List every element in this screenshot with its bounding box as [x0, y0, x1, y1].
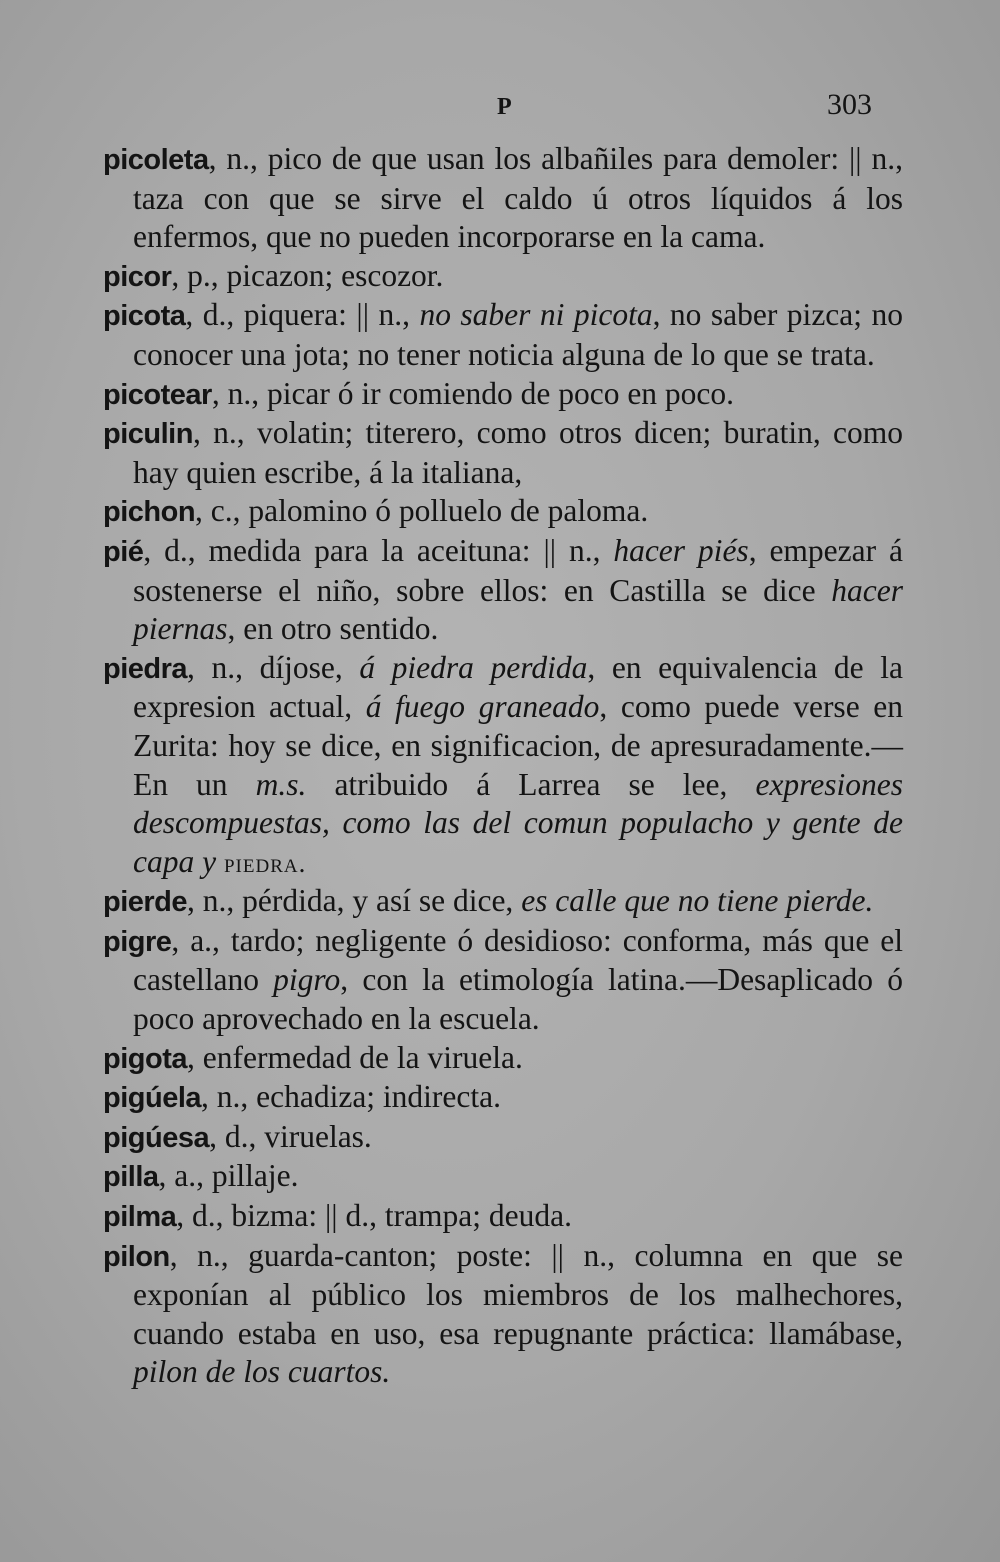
- entry-definition-text: , n., echadiza; indirecta.: [201, 1079, 501, 1115]
- dictionary-entry: [103, 1078, 903, 1118]
- entry-headword: piculin: [103, 418, 193, 451]
- entry-definition-text: , n., picar ó ir comiendo de poco en poco.: [211, 375, 735, 411]
- entry-headword: pié: [103, 535, 144, 568]
- dictionary-entry: [103, 532, 903, 649]
- entry-example-italic: no saber ni picota: [419, 297, 653, 333]
- entry-example-italic: expresiones descompuestas, como las del comun populacho y gente de capa y: [133, 766, 904, 879]
- dictionary-entry: [103, 140, 903, 257]
- dictionary-entry: [103, 1237, 903, 1392]
- dictionary-entry: [103, 1118, 903, 1158]
- running-header-letter: P: [497, 94, 513, 120]
- dictionary-entry: [103, 1039, 903, 1079]
- entry-definition-text: , a., pillaje.: [158, 1158, 299, 1194]
- dictionary-entry: [103, 296, 903, 374]
- dictionary-entry: [103, 1157, 903, 1197]
- entry-headword: pierde: [103, 886, 188, 919]
- entry-example-italic: á piedra perdida: [359, 649, 588, 685]
- entry-headword: pigúela: [103, 1082, 202, 1115]
- entry-example-italic: á fuego graneado: [365, 689, 600, 725]
- entry-headword: piedra: [103, 652, 188, 685]
- entry-definition-text: , n., díjose,: [187, 649, 360, 685]
- entry-definition-text: , empezar á sostenerse el niño, sobre ellos: en Castilla se dice: [133, 532, 903, 608]
- dictionary-entry: [103, 492, 903, 532]
- dictionary-entry: [103, 257, 903, 297]
- entry-definition-text: , como puede verse en Zurita: hoy se dice, en significacion, de apresuradamente.—En un: [133, 689, 903, 802]
- entry-definition-text: , no saber pizca; no conocer una jota; no tener noticia alguna de lo que se trata.: [133, 297, 903, 372]
- entry-definition-text: , d., viruelas.: [209, 1118, 372, 1154]
- entry-example-italic: hacer piés: [613, 532, 749, 568]
- dictionary-entry: [103, 414, 903, 492]
- entry-definition-text: , p., picazon; escozor.: [171, 257, 444, 293]
- entry-headword: pilon: [103, 1240, 170, 1273]
- entry-definition-text: , d., medida para la aceituna: || n.,: [143, 532, 614, 568]
- entry-example-italic: pilon de los cuartos.: [133, 1354, 391, 1390]
- entry-definition-text: , d., bizma: || d., trampa; deuda.: [176, 1198, 572, 1234]
- dictionary-entries: [103, 140, 903, 1392]
- entry-definition-text: , n., pico de que usan los albañiles para demoler: || n., taza con que se sirve el caldo ú otros líquidos á los enfermos, que no pueden incorporarse en la cama.: [133, 141, 903, 255]
- entry-headword: pichon: [103, 496, 196, 529]
- entry-definition-text: , en equivalencia de la expresion actual,: [133, 649, 903, 725]
- entry-definition-text: , d., piquera: || n.,: [185, 297, 420, 333]
- entry-example-italic: es calle que no tiene pierde.: [521, 883, 874, 919]
- entry-reference-smallcaps: piedra.: [223, 847, 307, 878]
- entry-definition-text: , c., palomino ó polluelo de paloma.: [195, 493, 649, 529]
- entry-headword: pigre: [103, 925, 172, 958]
- dictionary-entry: [103, 882, 903, 922]
- entry-definition-text: [216, 844, 224, 879]
- dictionary-entry: [103, 1197, 903, 1237]
- entry-example-italic: hacer piernas: [133, 572, 903, 647]
- entry-headword: pigúesa: [103, 1121, 210, 1154]
- entry-headword: picota: [103, 300, 186, 333]
- entry-headword: picoleta: [103, 144, 209, 176]
- entry-headword: picotear: [103, 378, 212, 411]
- entry-headword: pilma: [103, 1201, 177, 1234]
- page-number: 303: [827, 88, 872, 121]
- dictionary-entry: [103, 649, 903, 883]
- entry-headword: pilla: [103, 1161, 159, 1194]
- entry-definition-text: , n., pérdida, y así se dice,: [187, 883, 522, 919]
- entry-definition-text: atribuido á Larrea se lee,: [306, 766, 756, 802]
- entry-headword: pigota: [103, 1042, 187, 1075]
- entry-headword: picor: [103, 260, 172, 293]
- entry-definition-text: , a., tardo; negligente ó desidioso: conforma, más que el castellano: [133, 922, 903, 998]
- entry-definition-text: , enfermedad de la viruela.: [187, 1039, 523, 1075]
- entry-definition-text: , n., guarda-canton; poste: || n., columna en que se exponían al público los miembros de los malhechores, cuando estaba en uso, esa repugnante práctica: llamábase,: [133, 1237, 903, 1351]
- entry-example-italic: pigro: [273, 962, 341, 998]
- dictionary-entry: [103, 375, 903, 415]
- dictionary-entry: [103, 922, 903, 1039]
- entry-example-italic: m.s.: [255, 766, 307, 802]
- entry-definition-text: , en otro sentido.: [227, 611, 439, 647]
- entry-definition-text: , n., volatin; titerero, como otros dicen; buratin, como hay quien escribe, á la italiana,: [133, 415, 903, 490]
- entry-definition-text: , con la etimología latina.—Desaplicado ó poco aprovechado en la escuela.: [133, 962, 903, 1037]
